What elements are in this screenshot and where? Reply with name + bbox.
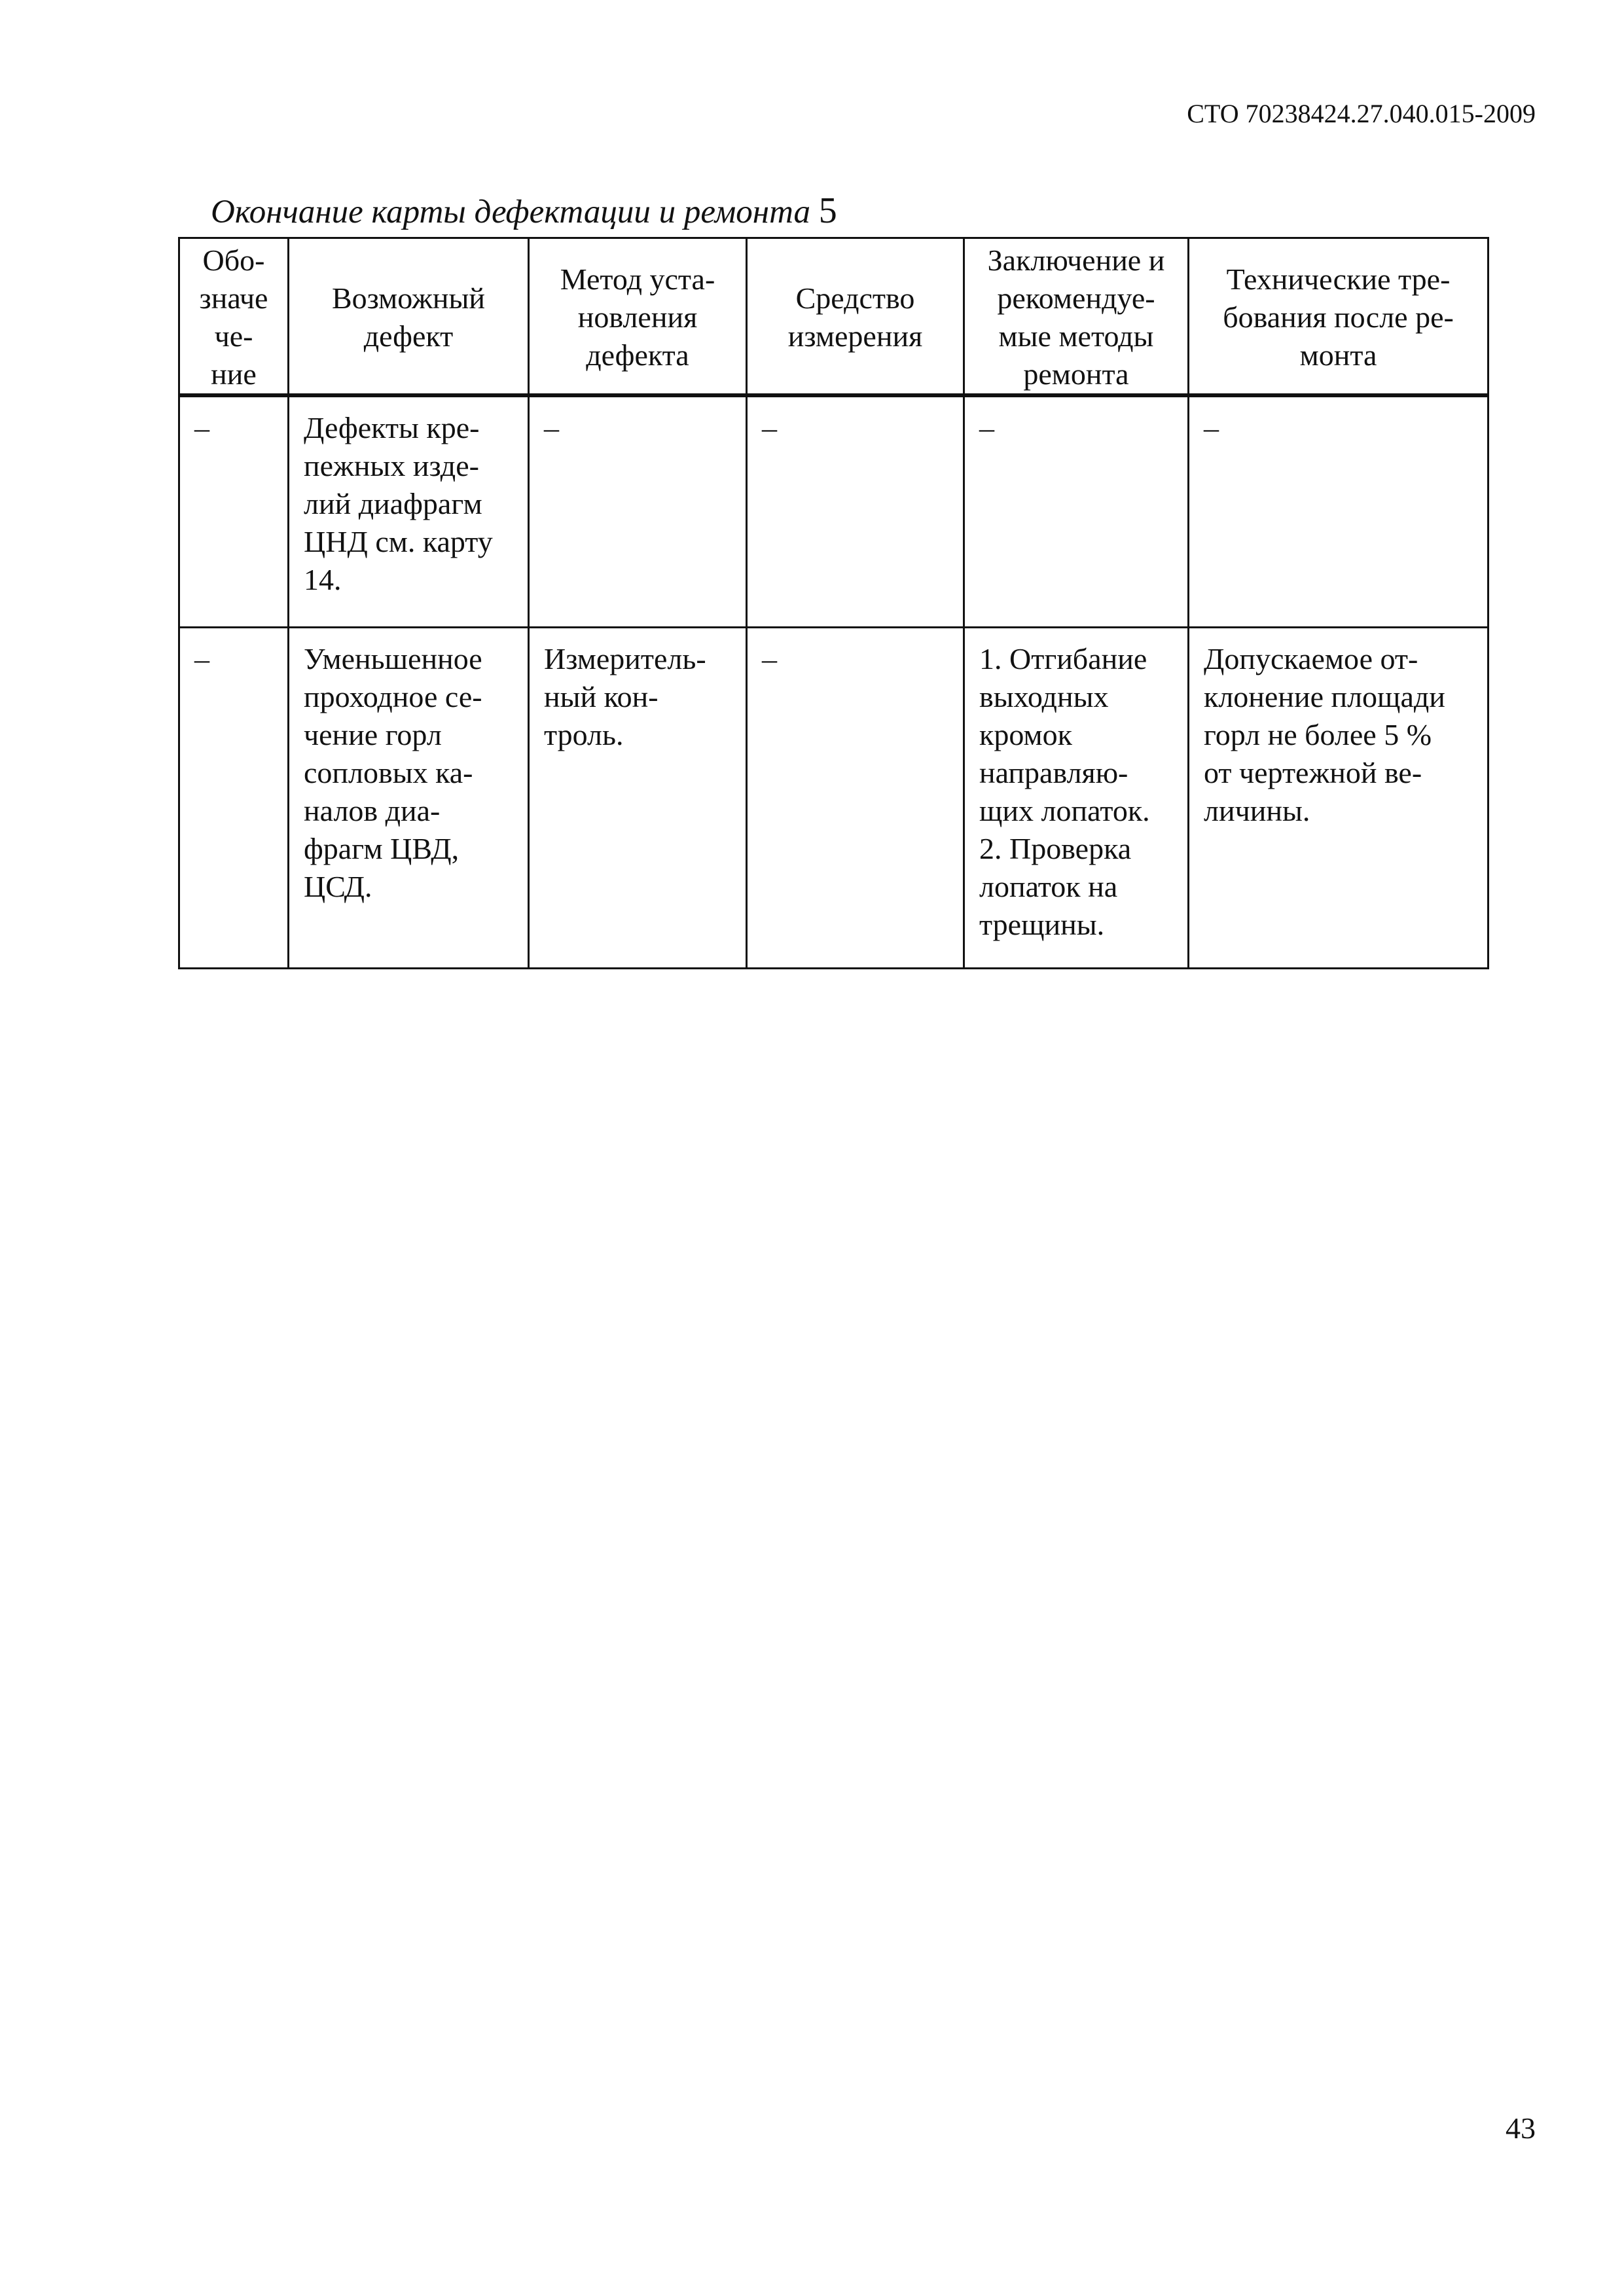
cell-technical-requirements: Допускаемое от- клонение площади горл не более 5 % от чертежной ве- личины.: [1189, 628, 1489, 969]
header-designation: Обо- значе че- ние: [179, 238, 289, 396]
cell-conclusion-repair-methods: –: [964, 395, 1189, 628]
header-technical-requirements: Технические тре- бования после ре- монта: [1189, 238, 1489, 396]
header-measuring-tool: Средство измерения: [747, 238, 964, 396]
caption-number: 5: [818, 190, 837, 231]
table-caption: [211, 190, 837, 232]
table-row: [179, 395, 1489, 628]
header-possible-defect: Возможный дефект: [289, 238, 529, 396]
cell-possible-defect: Дефекты кре- пежных изде- лий диафрагм ЦНД см. карту 14.: [289, 395, 529, 628]
table-row: [179, 628, 1489, 969]
page-number: 43: [1506, 2111, 1536, 2145]
table-header-row: [179, 238, 1489, 396]
cell-conclusion-repair-methods: 1. Отгибание выходных кромок направляю- щих лопаток. 2. Проверка лопаток на трещины.: [964, 628, 1189, 969]
document-code: СТО 70238424.27.040.015-2009: [1187, 99, 1536, 128]
cell-detection-method: Измеритель- ный кон- троль.: [529, 628, 747, 969]
cell-designation: –: [179, 628, 289, 969]
header-detection-method: Метод уста- новления дефекта: [529, 238, 747, 396]
cell-possible-defect: Уменьшенное проходное се- чение горл сопловых ка- налов диа- фрагм ЦВД, ЦСД.: [289, 628, 529, 969]
header-conclusion-repair-methods: Заключение и рекомендуе- мые методы ремонта: [964, 238, 1189, 396]
cell-technical-requirements: –: [1189, 395, 1489, 628]
caption-text: Окончание карты дефектации и ремонта: [211, 194, 811, 230]
cell-measuring-tool: –: [747, 628, 964, 969]
cell-designation: –: [179, 395, 289, 628]
cell-detection-method: –: [529, 395, 747, 628]
defect-table: [178, 237, 1489, 969]
cell-measuring-tool: –: [747, 395, 964, 628]
